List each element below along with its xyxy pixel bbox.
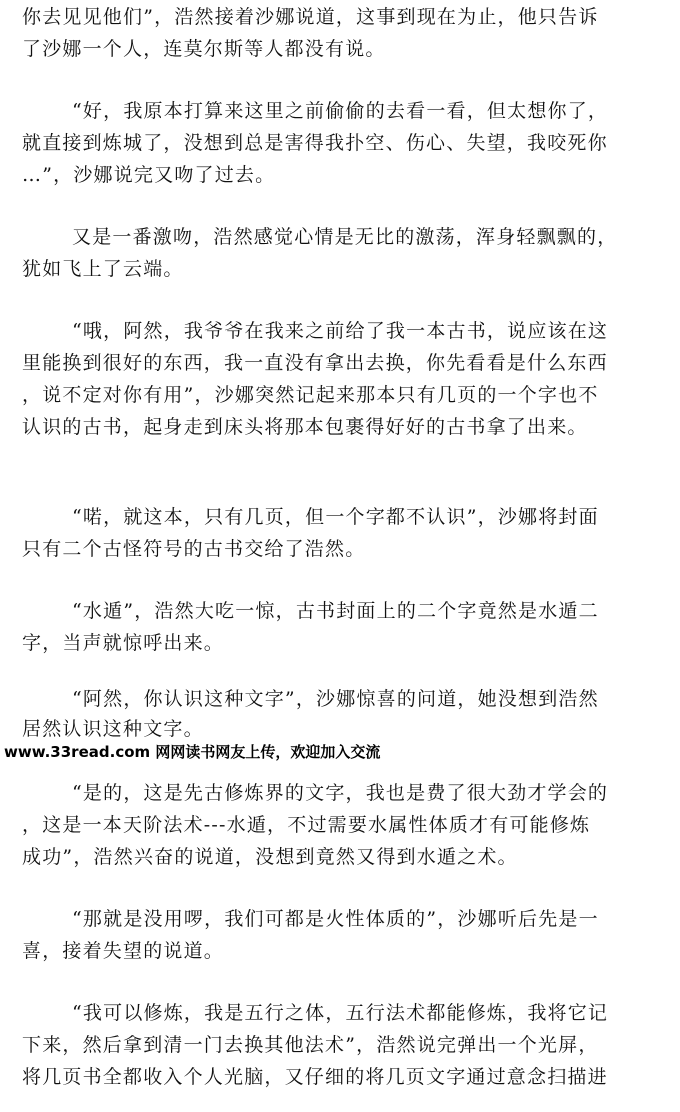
text-line: 将几页书全都收入个人光脑，又仔细的将几页文字通过意念扫描进 xyxy=(22,1066,608,1088)
text-line: …”，沙娜说完又吻了过去。 xyxy=(22,164,276,186)
text-line: “好，我原本打算来这里之前偷偷的去看一看，但太想你了， xyxy=(72,100,609,122)
text-line: 认识的古书，起身走到床头将那本包裹得好好的古书拿了出来。 xyxy=(22,416,588,438)
text-line: ，说不定对你有用”，沙娜突然记起来那本只有几页的一个字也不 xyxy=(22,384,599,406)
text-line: 里能换到很好的东西，我一直没有拿出去换，你先看看是什么东西 xyxy=(22,352,608,374)
text-line: “阿然，你认识这种文字”，沙娜惊喜的问道，她没想到浩然 xyxy=(72,688,599,710)
text-line: 犹如飞上了云端。 xyxy=(22,258,184,280)
text-line: “水遁”，浩然大吃一惊，古书封面上的二个字竟然是水遁二 xyxy=(72,600,599,622)
text-line: 下来，然后拿到清一门去换其他法术”，浩然说完弹出一个光屏， xyxy=(22,1034,599,1056)
text-line: 成功”，浩然兴奋的说道，没想到竟然又得到水遁之术。 xyxy=(22,846,518,868)
text-line: 居然认识这种文字。 xyxy=(22,718,204,740)
text-line: “那就是没用啰，我们可都是火性体质的”，沙娜听后先是一 xyxy=(72,908,599,930)
text-line: 就直接到炼城了，没想到总是害得我扑空、伤心、失望，我咬死你 xyxy=(22,132,608,154)
text-line: 又是一番激吻，浩然感觉心情是无比的激荡，浑身轻飘飘的， xyxy=(72,226,618,248)
text-line: “是的，这是先古修炼界的文字，我也是费了很大劲才学会的 xyxy=(72,782,609,804)
text-line: ，这是一本天阶法术---水遁，不过需要水属性体质才有可能修炼 xyxy=(22,814,591,836)
text-line: “我可以修炼，我是五行之体，五行法术都能修炼，我将它记 xyxy=(72,1002,609,1024)
text-line: 喜，接着失望的说道。 xyxy=(22,940,225,962)
text-line: “哦，阿然，我爷爷在我来之前给了我一本古书，说应该在这 xyxy=(72,320,609,342)
text-line: 只有二个古怪符号的古书交给了浩然。 xyxy=(22,538,366,560)
text-line: 你去见见他们”，浩然接着沙娜说道，这事到现在为止，他只告诉 xyxy=(22,6,599,28)
text-line: “喏，就这本，只有几页，但一个字都不认识”，沙娜将封面 xyxy=(72,506,599,528)
text-line: 字，当声就惊呼出来。 xyxy=(22,632,225,654)
text-line: 了沙娜一个人，连莫尔斯等人都没有说。 xyxy=(22,38,386,60)
source-banner: www.33read.com 网网读书网友上传，欢迎加入交流 xyxy=(4,743,381,761)
